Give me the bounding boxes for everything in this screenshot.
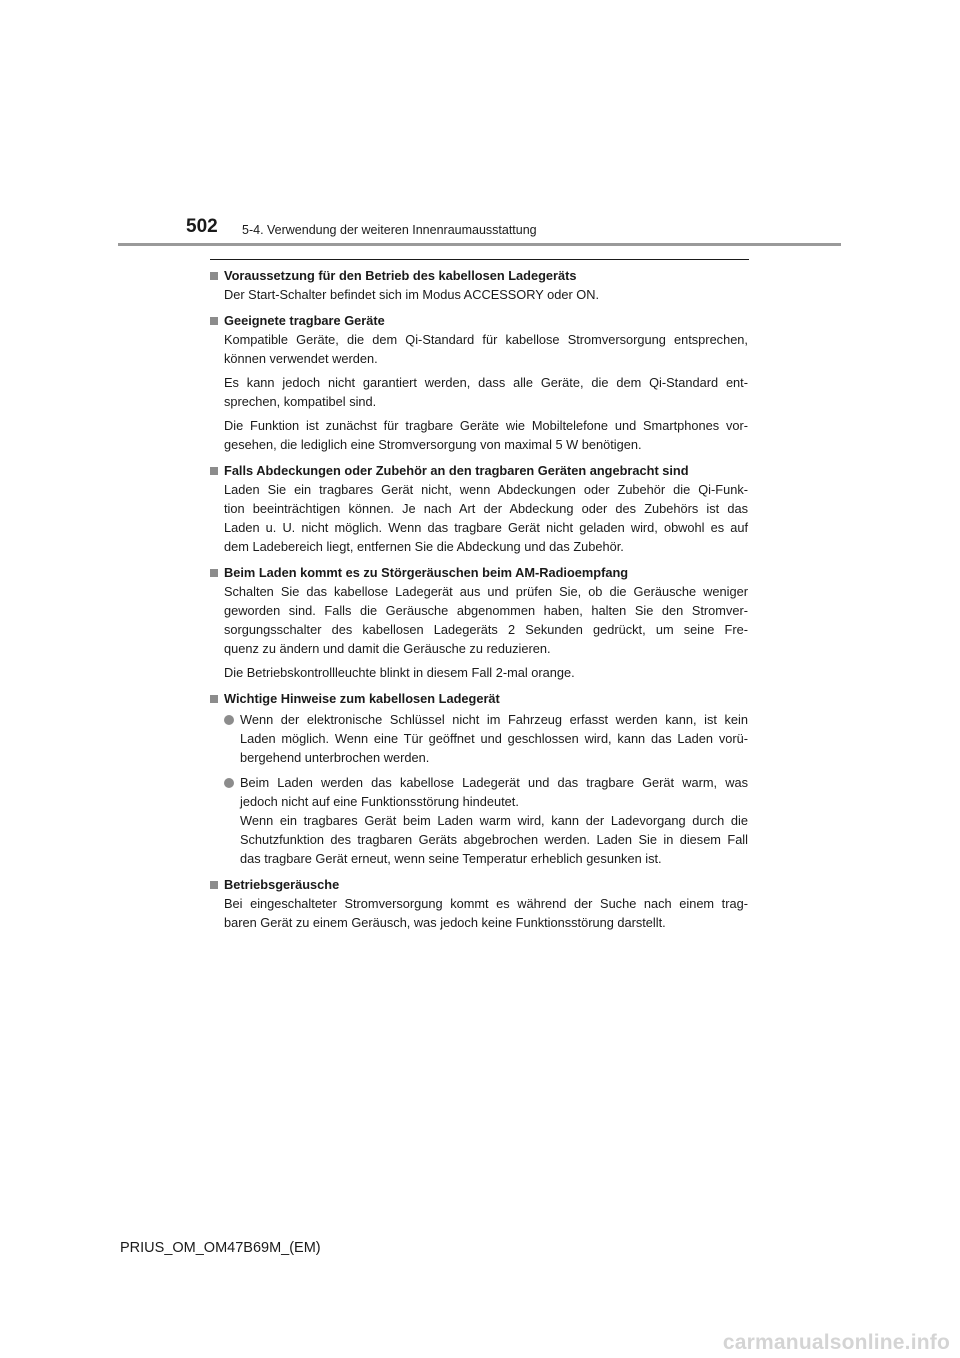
text-line: sorgungsschalter des kabellosen Ladegeräts 2 Sekunden gedrückt, um seine Fre-: [224, 622, 748, 637]
square-bullet-icon: [210, 467, 218, 475]
section: [210, 689, 748, 868]
document-code: PRIUS_OM_OM47B69M_(EM): [120, 1240, 321, 1256]
section-heading-text: Geeignete tragbare Geräte: [224, 313, 385, 328]
section-heading-text: Falls Abdeckungen oder Zubehör an den tragbaren Geräten angebracht sind: [224, 463, 689, 478]
section: [210, 563, 748, 682]
section-heading: [210, 875, 748, 894]
square-bullet-icon: [210, 569, 218, 577]
text-line: tion beeinträchtigen können. Je nach Art der Abdeckung oder des Zubehörs ist das: [224, 501, 748, 516]
square-bullet-icon: [210, 695, 218, 703]
section-heading-text: Betriebsgeräusche: [224, 877, 340, 892]
paragraph: [224, 582, 748, 658]
text-line: Die Funktion ist zunächst für tragbare Geräte wie Mobiltelefone und Smartphones vor-: [224, 418, 748, 433]
text-line: Wenn der elektronische Schlüssel nicht im Fahrzeug erfasst werden kann, ist kein: [240, 712, 748, 727]
text-line: geworden sind. Falls die Geräusche abgenommen haben, halten Sie den Stromver-: [224, 603, 748, 618]
paragraph: [224, 480, 748, 556]
section-heading: [210, 689, 748, 708]
text-line: Laden Sie ein tragbares Gerät nicht, wenn Abdeckungen oder Zubehör die Qi-Funk-: [224, 482, 748, 497]
text-line: Laden möglich. Wenn eine Tür geöffnet und geschlossen wird, kann das Laden vorü-: [240, 731, 748, 746]
section-heading-text: Voraussetzung für den Betrieb des kabellosen Ladegeräts: [224, 268, 577, 283]
section-title: 5-4. Verwendung der weiteren Innenraumausstattung: [242, 223, 537, 237]
paragraph: [224, 663, 748, 682]
page-number: 502: [186, 216, 218, 237]
paragraph: [224, 894, 748, 932]
circle-bullet-icon: [224, 715, 234, 725]
bullet-text: [240, 710, 748, 767]
text-line: Die Betriebskontrollleuchte blinkt in diesem Fall 2-mal orange.: [224, 665, 575, 680]
section-body: [210, 710, 748, 868]
text-line: gesehen, die lediglich eine Stromversorgung von maximal 5 W benötigen.: [224, 437, 642, 452]
text-line: Beim Laden werden das kabellose Ladegerät und das tragbare Gerät warm, was: [240, 775, 748, 790]
text-line: Laden u. U. nicht möglich. Wenn das tragbare Gerät nicht geladen wird, obwohl es auf: [224, 520, 748, 535]
text-line: Wenn ein tragbares Gerät beim Laden warm wird, kann der Ladevorgang durch die: [240, 813, 748, 828]
section: [210, 311, 748, 454]
section-body: [210, 894, 748, 932]
square-bullet-icon: [210, 317, 218, 325]
text-line: quenz zu ändern und damit die Geräusche zu reduzieren.: [224, 641, 551, 656]
section-heading-text: Beim Laden kommt es zu Störgeräuschen beim AM-Radioempfang: [224, 565, 629, 580]
text-line: sprechen, kompatibel sind.: [224, 394, 377, 409]
bullet-item: [224, 773, 748, 868]
header-rule: [118, 243, 841, 246]
section-body: [210, 285, 748, 304]
text-line: Es kann jedoch nicht garantiert werden, dass alle Geräte, die dem Qi-Standard ent-: [224, 375, 748, 390]
text-line: bergehend unterbrochen werden.: [240, 750, 430, 765]
paragraph: [240, 773, 748, 811]
section-body: [210, 582, 748, 682]
section-body: [210, 480, 748, 556]
text-line: Schutzfunktion des tragbaren Geräts abgebrochen werden. Laden Sie in diesem Fall: [240, 832, 748, 847]
text-line: jedoch nicht auf eine Funktionsstörung hindeutet.: [240, 794, 519, 809]
text-line: Schalten Sie das kabellose Ladegerät aus und prüfen Sie, ob die Geräusche weniger: [224, 584, 748, 599]
text-line: Kompatible Geräte, die dem Qi-Standard für kabellose Stromversorgung entsprechen,: [224, 332, 748, 347]
section-heading-text: Wichtige Hinweise zum kabellosen Ladegerät: [224, 691, 500, 706]
paragraph: [240, 811, 748, 868]
circle-bullet-icon: [224, 778, 234, 788]
text-line: Der Start-Schalter befindet sich im Modus ACCESSORY oder ON.: [224, 287, 600, 302]
section-heading: [210, 461, 748, 480]
text-line: können verwendet werden.: [224, 351, 378, 366]
content-rule: [210, 259, 749, 260]
text-line: Bei eingeschalteter Stromversorgung kommt es während der Suche nach einem trag-: [224, 896, 748, 911]
text-line: baren Gerät zu einem Geräusch, was jedoch keine Funktionsstörung darstellt.: [224, 915, 666, 930]
paragraph: [240, 710, 748, 767]
watermark[interactable]: carmanualsonline.info: [722, 1331, 950, 1354]
content: [210, 266, 748, 939]
bullet-item: [224, 710, 748, 767]
section: [210, 461, 748, 556]
section-heading: [210, 311, 748, 330]
section: [210, 875, 748, 932]
section-body: [210, 330, 748, 454]
paragraph: [224, 285, 748, 304]
text-line: das tragbare Gerät erneut, wenn seine Temperatur erheblich gesunken ist.: [240, 851, 662, 866]
square-bullet-icon: [210, 881, 218, 889]
section-heading: [210, 563, 748, 582]
text-line: dem Ladebereich liegt, entfernen Sie die Abdeckung und das Zubehör.: [224, 539, 624, 554]
section: [210, 266, 748, 304]
square-bullet-icon: [210, 272, 218, 280]
bullet-text: [240, 773, 748, 868]
paragraph: [224, 330, 748, 368]
paragraph: [224, 373, 748, 411]
paragraph: [224, 416, 748, 454]
section-heading: [210, 266, 748, 285]
